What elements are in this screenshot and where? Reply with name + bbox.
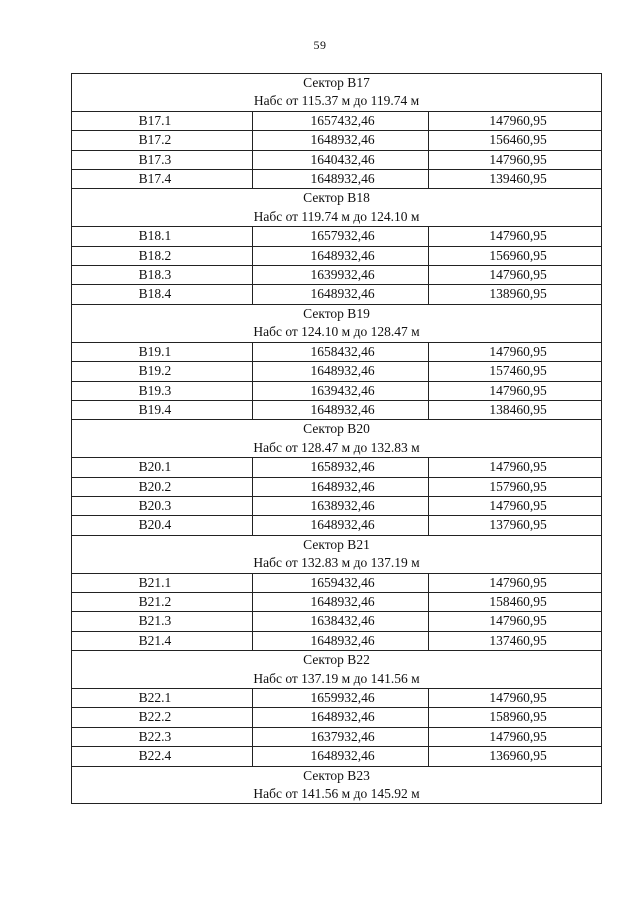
point-code-cell: В21.4 bbox=[72, 631, 253, 650]
sector-height-range: Набс от 128.47 м до 132.83 м bbox=[72, 439, 602, 458]
table-body bbox=[72, 74, 602, 804]
y-coordinate-cell: 138460,95 bbox=[429, 400, 602, 419]
table-row bbox=[72, 477, 602, 496]
y-coordinate-cell: 136960,95 bbox=[429, 747, 602, 766]
y-coordinate-cell: 147960,95 bbox=[429, 150, 602, 169]
sector-height-range: Набс от 137.19 м до 141.56 м bbox=[72, 670, 602, 689]
y-coordinate-cell: 147960,95 bbox=[429, 727, 602, 746]
table-row bbox=[72, 285, 602, 304]
sector-range-row bbox=[72, 323, 602, 342]
x-coordinate-cell: 1657932,46 bbox=[253, 227, 429, 246]
y-coordinate-cell: 147960,95 bbox=[429, 496, 602, 515]
x-coordinate-cell: 1638432,46 bbox=[253, 612, 429, 631]
x-coordinate-cell: 1648932,46 bbox=[253, 592, 429, 611]
y-coordinate-cell: 147960,95 bbox=[429, 111, 602, 130]
table-row bbox=[72, 689, 602, 708]
x-coordinate-cell: 1658432,46 bbox=[253, 342, 429, 361]
point-code-cell: В18.4 bbox=[72, 285, 253, 304]
sector-height-range: Набс от 119.74 м до 124.10 м bbox=[72, 208, 602, 227]
point-code-cell: В19.2 bbox=[72, 362, 253, 381]
table-row bbox=[72, 747, 602, 766]
x-coordinate-cell: 1639932,46 bbox=[253, 266, 429, 285]
point-code-cell: В21.3 bbox=[72, 612, 253, 631]
table-row bbox=[72, 381, 602, 400]
x-coordinate-cell: 1659432,46 bbox=[253, 573, 429, 592]
table-row bbox=[72, 362, 602, 381]
x-coordinate-cell: 1648932,46 bbox=[253, 708, 429, 727]
point-code-cell: В20.4 bbox=[72, 516, 253, 535]
x-coordinate-cell: 1648932,46 bbox=[253, 246, 429, 265]
sector-title-row bbox=[72, 420, 602, 439]
table-row bbox=[72, 631, 602, 650]
sector-title: Сектор В18 bbox=[72, 189, 602, 208]
sector-height-range: Набс от 115.37 м до 119.74 м bbox=[72, 92, 602, 111]
x-coordinate-cell: 1648932,46 bbox=[253, 170, 429, 189]
point-code-cell: В19.1 bbox=[72, 342, 253, 361]
table-row bbox=[72, 727, 602, 746]
sector-title: Сектор В23 bbox=[72, 766, 602, 785]
sector-title: Сектор В22 bbox=[72, 651, 602, 670]
table-row bbox=[72, 592, 602, 611]
x-coordinate-cell: 1648932,46 bbox=[253, 131, 429, 150]
x-coordinate-cell: 1648932,46 bbox=[253, 477, 429, 496]
sector-height-range: Набс от 141.56 м до 145.92 м bbox=[72, 785, 602, 804]
point-code-cell: В20.2 bbox=[72, 477, 253, 496]
point-code-cell: В21.2 bbox=[72, 592, 253, 611]
table-row bbox=[72, 131, 602, 150]
point-code-cell: В17.2 bbox=[72, 131, 253, 150]
x-coordinate-cell: 1648932,46 bbox=[253, 631, 429, 650]
point-code-cell: В22.3 bbox=[72, 727, 253, 746]
table-row bbox=[72, 458, 602, 477]
table-row bbox=[72, 516, 602, 535]
table-row bbox=[72, 111, 602, 130]
sector-title-row bbox=[72, 189, 602, 208]
x-coordinate-cell: 1648932,46 bbox=[253, 362, 429, 381]
sector-range-row bbox=[72, 208, 602, 227]
point-code-cell: В22.2 bbox=[72, 708, 253, 727]
point-code-cell: В22.4 bbox=[72, 747, 253, 766]
y-coordinate-cell: 147960,95 bbox=[429, 612, 602, 631]
x-coordinate-cell: 1659932,46 bbox=[253, 689, 429, 708]
y-coordinate-cell: 147960,95 bbox=[429, 458, 602, 477]
y-coordinate-cell: 137960,95 bbox=[429, 516, 602, 535]
y-coordinate-cell: 137460,95 bbox=[429, 631, 602, 650]
x-coordinate-cell: 1638932,46 bbox=[253, 496, 429, 515]
sector-title: Сектор В20 bbox=[72, 420, 602, 439]
y-coordinate-cell: 138960,95 bbox=[429, 285, 602, 304]
coordinates-table-container bbox=[71, 73, 601, 804]
y-coordinate-cell: 139460,95 bbox=[429, 170, 602, 189]
point-code-cell: В18.3 bbox=[72, 266, 253, 285]
y-coordinate-cell: 157960,95 bbox=[429, 477, 602, 496]
sector-title-row bbox=[72, 651, 602, 670]
y-coordinate-cell: 156960,95 bbox=[429, 246, 602, 265]
x-coordinate-cell: 1640432,46 bbox=[253, 150, 429, 169]
sector-title: Сектор В21 bbox=[72, 535, 602, 554]
point-code-cell: В20.1 bbox=[72, 458, 253, 477]
sector-title: Сектор В19 bbox=[72, 304, 602, 323]
point-code-cell: В19.4 bbox=[72, 400, 253, 419]
sector-range-row bbox=[72, 92, 602, 111]
point-code-cell: В17.3 bbox=[72, 150, 253, 169]
y-coordinate-cell: 157460,95 bbox=[429, 362, 602, 381]
y-coordinate-cell: 147960,95 bbox=[429, 227, 602, 246]
sector-title-row bbox=[72, 766, 602, 785]
table-row bbox=[72, 246, 602, 265]
sector-title: Сектор В17 bbox=[72, 74, 602, 93]
table-row bbox=[72, 573, 602, 592]
y-coordinate-cell: 158460,95 bbox=[429, 592, 602, 611]
page-number: 59 bbox=[313, 38, 327, 52]
table-row bbox=[72, 342, 602, 361]
y-coordinate-cell: 147960,95 bbox=[429, 573, 602, 592]
x-coordinate-cell: 1658932,46 bbox=[253, 458, 429, 477]
x-coordinate-cell: 1648932,46 bbox=[253, 400, 429, 419]
table-row bbox=[72, 496, 602, 515]
y-coordinate-cell: 147960,95 bbox=[429, 342, 602, 361]
x-coordinate-cell: 1657432,46 bbox=[253, 111, 429, 130]
y-coordinate-cell: 147960,95 bbox=[429, 266, 602, 285]
coordinates-table bbox=[71, 73, 602, 804]
x-coordinate-cell: 1639432,46 bbox=[253, 381, 429, 400]
sector-range-row bbox=[72, 785, 602, 804]
x-coordinate-cell: 1648932,46 bbox=[253, 747, 429, 766]
sector-range-row bbox=[72, 670, 602, 689]
sector-title-row bbox=[72, 74, 602, 93]
table-row bbox=[72, 227, 602, 246]
sector-range-row bbox=[72, 439, 602, 458]
table-row bbox=[72, 612, 602, 631]
table-row bbox=[72, 708, 602, 727]
table-row bbox=[72, 170, 602, 189]
point-code-cell: В18.2 bbox=[72, 246, 253, 265]
x-coordinate-cell: 1637932,46 bbox=[253, 727, 429, 746]
table-row bbox=[72, 400, 602, 419]
table-row bbox=[72, 266, 602, 285]
y-coordinate-cell: 147960,95 bbox=[429, 689, 602, 708]
point-code-cell: В21.1 bbox=[72, 573, 253, 592]
y-coordinate-cell: 156460,95 bbox=[429, 131, 602, 150]
sector-title-row bbox=[72, 304, 602, 323]
sector-range-row bbox=[72, 554, 602, 573]
x-coordinate-cell: 1648932,46 bbox=[253, 285, 429, 304]
point-code-cell: В20.3 bbox=[72, 496, 253, 515]
sector-height-range: Набс от 124.10 м до 128.47 м bbox=[72, 323, 602, 342]
point-code-cell: В17.4 bbox=[72, 170, 253, 189]
table-row bbox=[72, 150, 602, 169]
point-code-cell: В22.1 bbox=[72, 689, 253, 708]
point-code-cell: В19.3 bbox=[72, 381, 253, 400]
x-coordinate-cell: 1648932,46 bbox=[253, 516, 429, 535]
y-coordinate-cell: 158960,95 bbox=[429, 708, 602, 727]
point-code-cell: В18.1 bbox=[72, 227, 253, 246]
sector-height-range: Набс от 132.83 м до 137.19 м bbox=[72, 554, 602, 573]
point-code-cell: В17.1 bbox=[72, 111, 253, 130]
sector-title-row bbox=[72, 535, 602, 554]
y-coordinate-cell: 147960,95 bbox=[429, 381, 602, 400]
